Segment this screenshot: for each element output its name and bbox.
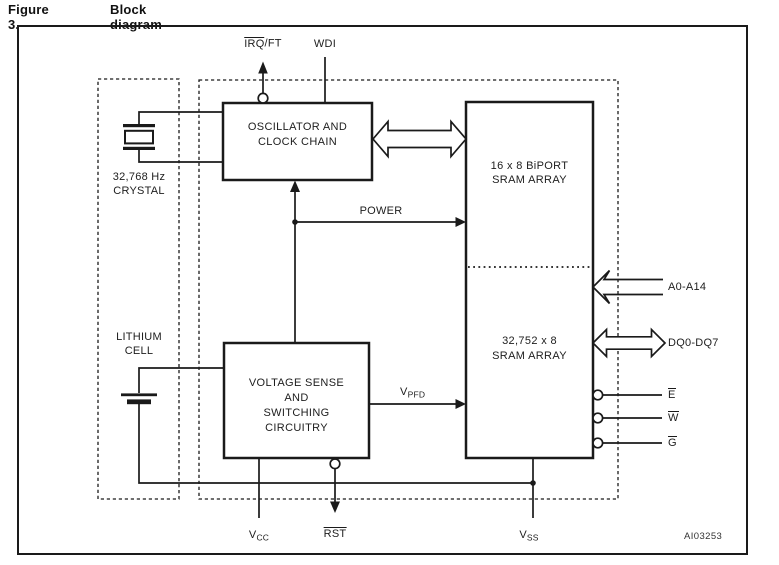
wdi-pin-label: WDI (313, 38, 337, 50)
lithium-top-wire (139, 368, 224, 393)
g-bubble (593, 438, 603, 448)
power-junction-dot (292, 219, 298, 225)
figure-number: Figure 3. (8, 2, 49, 32)
figure-title: Block diagram (110, 2, 162, 32)
crystal-symbol (123, 124, 155, 150)
crystal-bottom-wire (139, 148, 223, 162)
sram-block (466, 102, 593, 458)
battery-symbol (121, 393, 157, 404)
w-pin-label: W (668, 411, 679, 424)
figure-border (18, 26, 747, 554)
address-bus-label: A0-A14 (668, 281, 707, 293)
oscillator-block-label: OSCILLATOR AND CLOCK CHAIN (247, 121, 348, 148)
power-signal-label: POWER (359, 205, 403, 217)
irq-ft-pin-label: IRQ/FT (244, 37, 282, 50)
rst-arrowhead (330, 502, 340, 514)
irq-bubble (258, 93, 268, 103)
vcc-pin-label: $V_{CC}$ (248, 529, 270, 543)
rst-bubble (330, 459, 340, 469)
irq-arrowhead (258, 62, 268, 74)
lithium-cell-label: LITHIUM CELL (116, 331, 162, 357)
vpfd-signal-label: $V_{PFD}$ (400, 386, 426, 400)
data-bus-label: DQ0-DQ7 (668, 337, 719, 349)
e-bubble (593, 390, 603, 400)
main-sram-label: 32,752 x 8 SRAM ARRAY (492, 335, 567, 362)
osc-sram-bus-arrow (373, 122, 466, 157)
vss-junction-dot (530, 480, 536, 486)
e-pin-label: E (668, 388, 676, 401)
w-bubble (593, 413, 603, 423)
vpfd-arrowhead (456, 399, 467, 409)
power-up-arrowhead (290, 181, 300, 193)
biport-sram-label: 16 x 8 BiPORT SRAM ARRAY (490, 160, 569, 186)
voltage-sense-block-label: VOLTAGE SENSE AND SWITCHING CIRCUITRY (248, 377, 345, 434)
figure-reference-code: AI03253 (684, 531, 723, 542)
dq-bus-arrow (593, 330, 665, 357)
vss-pin-label: $V_{SS}$ (519, 529, 539, 543)
power-right-arrowhead (456, 217, 467, 227)
rst-pin-label: RST (323, 527, 347, 540)
addr-bus-arrow (593, 271, 663, 304)
g-pin-label: G (668, 436, 677, 449)
crystal-label: 32,768 Hz CRYSTAL (112, 171, 166, 197)
